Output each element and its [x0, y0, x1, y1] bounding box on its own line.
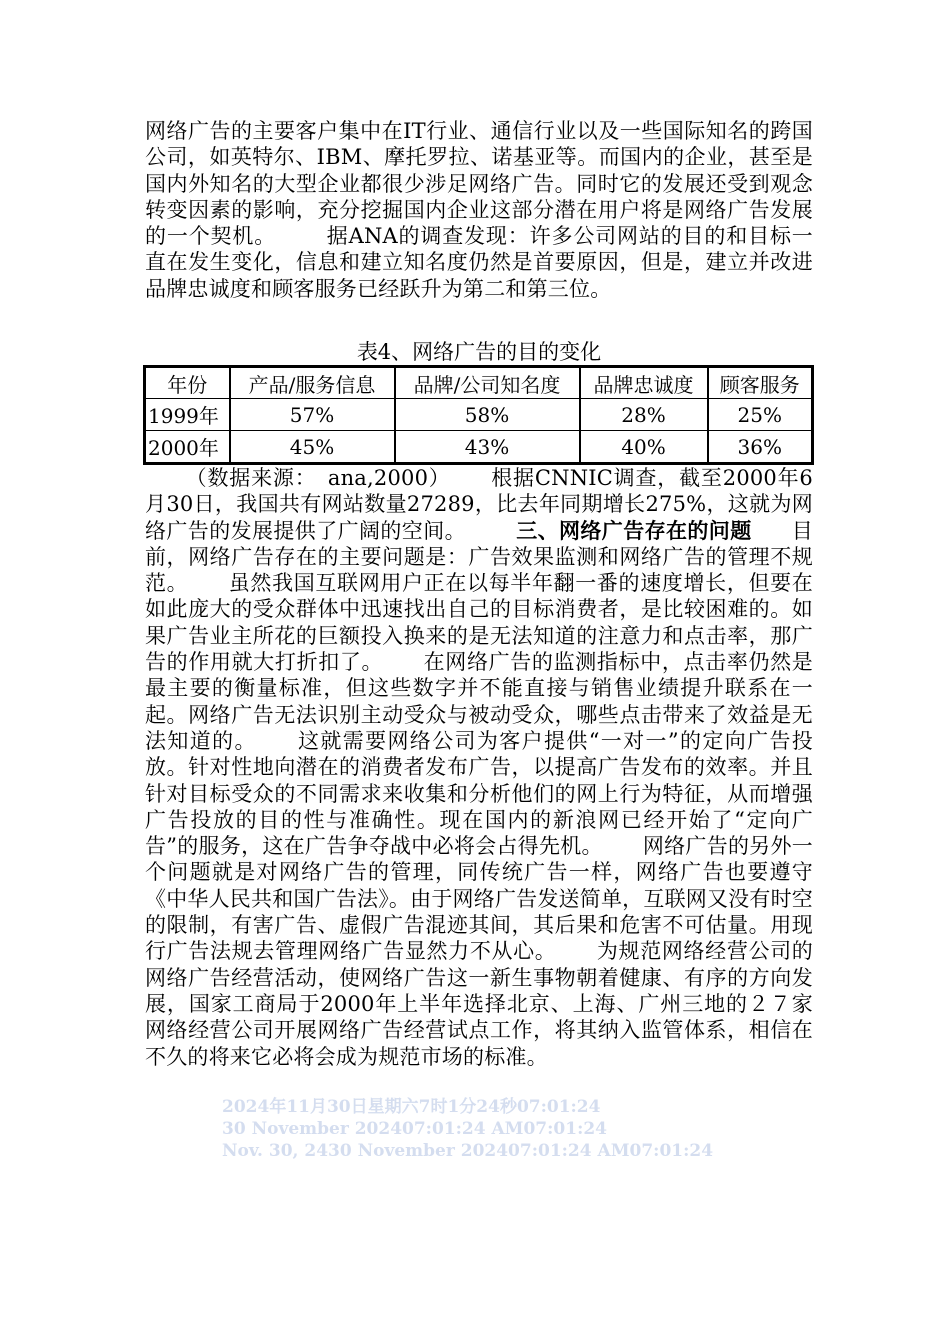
table-cell: 36%	[708, 431, 813, 464]
table-cell: 28%	[580, 399, 708, 431]
paragraph-text: 网络广告的主要客户集中在IT行业、通信行业以及一些国际知名的跨国公司，如英特尔、IBM、摩托罗拉、诺基亚等。而国内的企业，甚至是国内外知名的大型企业都很少涉足网络广告。同时它的发展还受到观念转变因素的影响，充分挖掘国内企业这部分潜在用户将是网络广告发展的一个契机。	[145, 119, 813, 249]
table-row	[145, 399, 813, 431]
paragraph-text: 目前，网络广告存在的主要问题是：广告效果监测和网络广告的管理不规范。	[145, 518, 814, 596]
table-header-cell: 品牌忠诚度	[580, 367, 708, 399]
paragraph-text: 这就需要网络公司为客户提供“一对一”的定向广告投放。针对性地向潜在的消费者发布广告，以提高广告发布的效率。并且针对目标受众的不同需求来收集和分析他们的网上行为特征，从而增强广告投放的目的性与准确性。现在国内的新浪网已经开始了“定向广告”的服务，这在广告争夺战中必将会占得先机。	[145, 728, 814, 859]
source-note: （数据来源： ana,2000）	[185, 466, 451, 490]
intro-paragraph	[145, 118, 813, 302]
table-caption: 表4、网络广告的目的变化	[356, 340, 602, 364]
section-heading: 三、网络广告存在的问题	[516, 517, 752, 543]
table-header-cell: 品牌/公司知名度	[395, 367, 580, 399]
table-cell: 57%	[230, 399, 395, 431]
watermark-line: 30 November 202407:01:24 AM07:01:24	[222, 1119, 607, 1139]
table-header-cell: 产品/服务信息	[230, 367, 395, 399]
body-paragraph	[145, 465, 813, 1070]
table-cell: 25%	[708, 399, 813, 431]
paragraph-text: 虽然我国互联网用户正在以每半年翻一番的速度增长，但要在如此庞大的受众群体中迅速找出自己的目标消费者，是比较困难的。如果广告业主所花的巨额投入换来的是无法知道的注意力和点击率，那广告的作用就大打折扣了。	[145, 571, 813, 675]
table-cell: 45%	[230, 431, 395, 464]
table-cell: 40%	[580, 431, 708, 464]
paragraph-text: 据ANA的调查发现：许多公司网站的目的和目标一直在发生变化，信息和建立知名度仍然是首要原因，但是，建立并改进品牌忠诚度和顾客服务已经跃升为第二和第三位。	[145, 224, 813, 301]
table-row	[145, 431, 813, 464]
table-cell: 58%	[395, 399, 580, 431]
table-header-cell: 年份	[145, 367, 230, 399]
watermark-line: 2024年11月30日星期六7时1分24秒07:01:24	[222, 1097, 601, 1117]
paragraph-text: 为规范网络经营公司的网络广告经营活动，使网络广告这一新生事物朝着健康、有序的方向发展，国家工商局于2000年上半年选择北京、上海、广州三地的２７家网络经营公司开展网络广告经营试点工作，将其纳入监管体系，相信在不久的将来它必将会成为规范市场的标准。	[145, 939, 813, 1069]
timestamp-watermark	[222, 1096, 762, 1162]
paragraph-text: 在网络广告的监测指标中，点击率仍然是最主要的衡量标准，但这些数字并不能直接与销售业绩提升联系在一起。网络广告无法识别主动受众与被动受众，哪些点击带来了效益是无法知道的。	[145, 650, 813, 753]
table-header-row	[145, 367, 813, 399]
table-header-cell: 顾客服务	[708, 367, 813, 399]
table-cell: 43%	[395, 431, 580, 464]
table-cell: 1999年	[145, 399, 230, 431]
table-cell: 2000年	[145, 431, 230, 464]
watermark-line: Nov. 30, 2430 November 202407:01:24 AM07:01:24	[222, 1141, 714, 1161]
data-table	[143, 365, 814, 465]
paragraph-text: 根据CNNIC调查，截至2000年6月30日，我国共有网站数量27289，比去年同期增长275%，这就为网络广告的发展提供了广阔的空间。	[145, 466, 813, 543]
paragraph-text: 网络广告的另外一个问题就是对网络广告的管理，同传统广告一样，网络广告也要遵守《中华人民共和国广告法》。由于网络广告发送简单，互联网又没有时空的限制，有害广告、虚假广告混迹其间，其后果和危害不可估量。用现行广告法规去管理网络广告显然力不从心。	[145, 834, 813, 964]
